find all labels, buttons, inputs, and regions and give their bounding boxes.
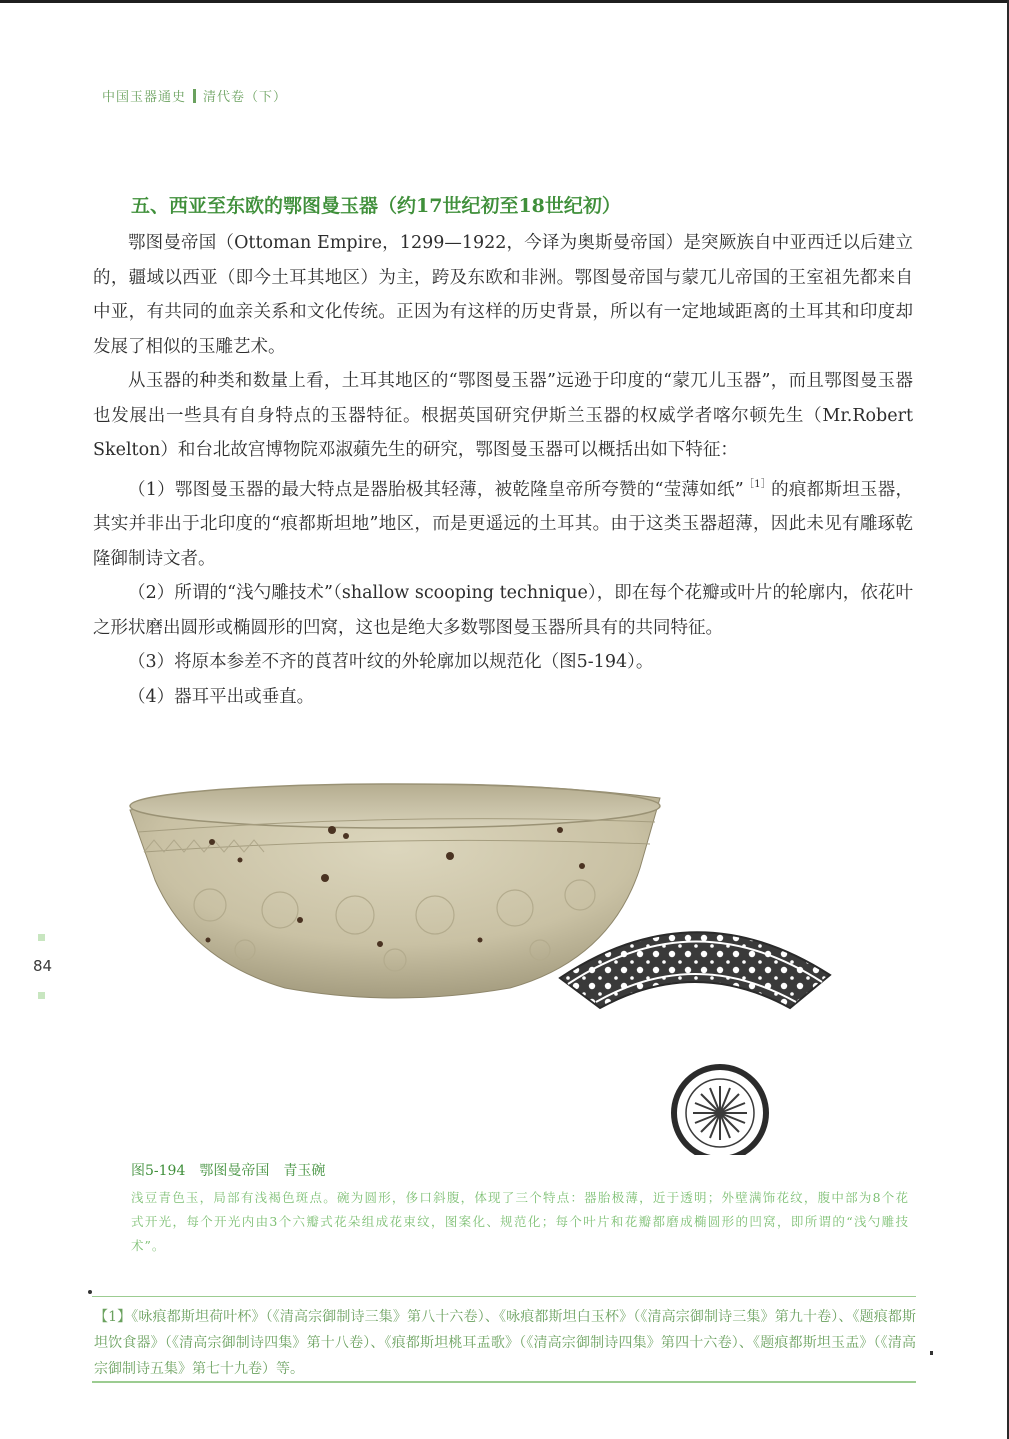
margin-dot — [930, 1351, 933, 1355]
body-text — [93, 226, 913, 714]
page-number-mark — [38, 934, 45, 941]
figure-jade-bowl — [120, 770, 920, 1155]
footnote-rule-bottom — [92, 1381, 916, 1383]
figure-caption-title: 图5-194 鄂图曼帝国 青玉碗 — [131, 1163, 326, 1179]
paragraph-1: 鄂图曼帝国（Ottoman Empire，1299—1922，今译为奥斯曼帝国）是突厥族自中亚西迁以后建立的，疆域以西亚（即今土耳其地区）为主，跨及东欧和非洲。鄂图曼帝国与蒙兀儿帝国的王室祖先都来自中亚，有共同的血亲关系和文化传统。正因为有这样的历史背景，所以有一定地域距离的土耳其和印度却发展了相似的玉雕艺术。 — [93, 233, 913, 357]
footnote-rule-top — [92, 1296, 916, 1297]
paragraph-6: （4）器耳平出或垂直。 — [128, 686, 315, 707]
figure-caption-body: 浅豆青色玉，局部有浅褐色斑点。碗为圆形，侈口斜腹，体现了三个特点：器胎极薄，近于透明；外壁满饰花纹，腹中部为8个花式开光，每个开光内由3个六瓣式花朵组成花束纹，图案化、规范化；每个叶片和花瓣都磨成椭圆形的凹窝，即所谓的“浅勺雕技术”。 — [131, 1190, 909, 1253]
footnote: 【1】《咏痕都斯坦荷叶杯》（《清高宗御制诗三集》第八十六卷）、《咏痕都斯坦白玉杯》（《清高宗御制诗三集》第九十卷）、《题痕都斯坦饮食器》（《清高宗御制诗四集》第十八卷）、《痕都斯坦桃耳盂歌》（《清高宗御制诗四集》第四十六卷）、《题痕都斯坦玉盂》（《清高宗御制诗五集》第七十九卷）等。 — [94, 1309, 916, 1377]
page-number-mark — [38, 992, 45, 999]
paragraph-4: （2）所谓的“浅勺雕技术”（shallow scooping technique），即在每个花瓣或叶片的轮廓内，依花叶之形状磨出圆形或椭圆形的凹窝，这也是绝大多数鄂图曼玉器所具有的共同特征。 — [93, 583, 913, 638]
volume-title: 清代卷（下） — [203, 90, 288, 105]
paragraph-3 — [93, 468, 913, 577]
running-head — [102, 86, 287, 105]
margin-dot — [88, 1290, 92, 1294]
book-title: 中国玉器通史 — [102, 90, 187, 105]
rosette-medallion — [674, 1067, 766, 1155]
paragraph-5: （3）将原本参差不齐的莨苕叶纹的外轮廓加以规范化（图5-194）。 — [128, 652, 654, 672]
pattern-rubbing — [560, 932, 830, 1155]
footnote-ref: ［1］ — [743, 478, 772, 490]
section-title: 五、西亚至东欧的鄂图曼玉器（约17世纪初至18世纪初） — [131, 195, 621, 217]
top-border — [0, 0, 1009, 3]
header-separator — [193, 89, 196, 103]
paragraph-2: 从玉器的种类和数量上看，土耳其地区的“鄂图曼玉器”远逊于印度的“蒙兀儿玉器”，而且鄂图曼玉器也发展出一些具有自身特点的玉器特征。根据英国研究伊斯兰玉器的权威学者喀尔顿先生（Mr.Robert Skelton）和台北故宫博物院邓淑蘋先生的研究，鄂图曼玉器可以概括出如下特征： — [93, 371, 913, 460]
page-number: 84 — [33, 957, 53, 975]
paragraph-3-text-b: 的痕都斯坦玉器，其实并非出于北印度的“痕都斯坦地”地区，而是更遥远的土耳其。由于这类玉器超薄，因此未见有雕琢乾隆御制诗文者。 — [93, 479, 913, 569]
paragraph-3-text-a: （1）鄂图曼玉器的最大特点是器胎极其轻薄，被乾隆皇帝所夸赞的“莹薄如纸” — [128, 479, 744, 500]
